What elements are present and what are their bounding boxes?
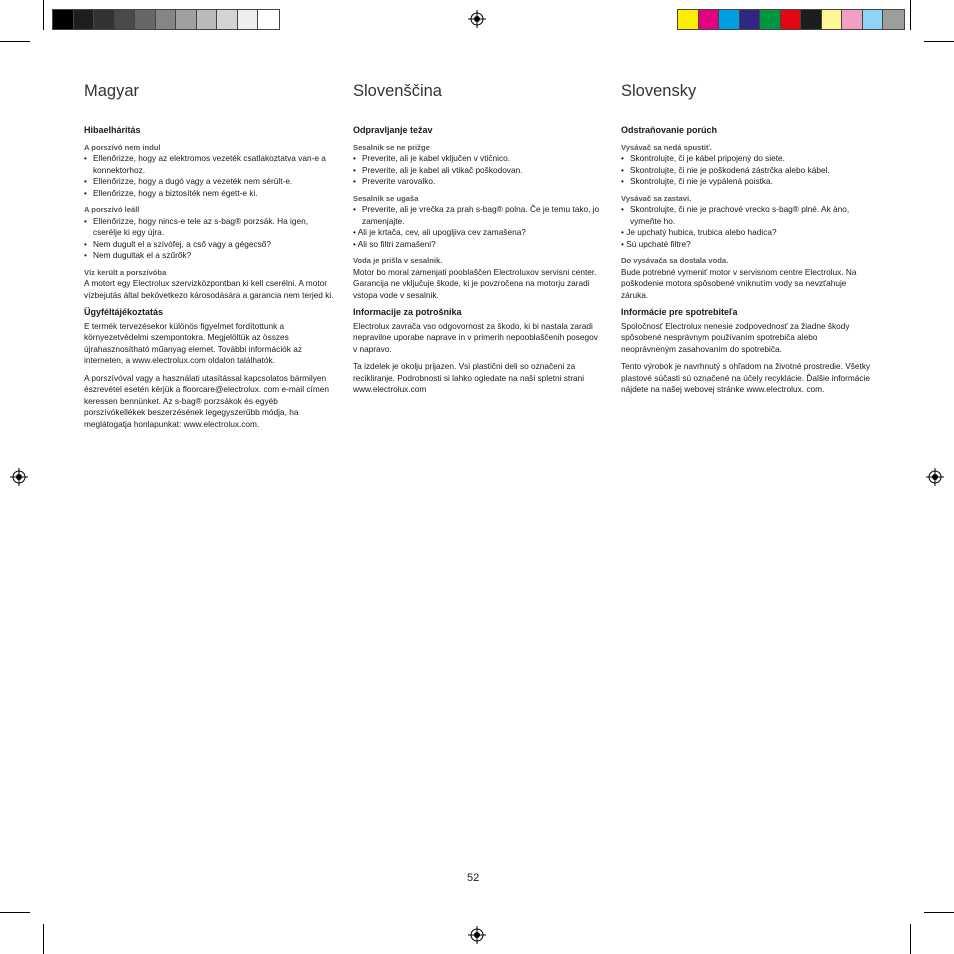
color-swatch xyxy=(74,10,95,29)
sub-title: Sesalnik se ugaša xyxy=(353,193,419,203)
section-title: Hibaelhárítás xyxy=(84,125,141,135)
section-title: Odpravljanje težav xyxy=(353,125,433,135)
list-item: • Preverite varovalko. xyxy=(353,176,603,188)
color-swatch xyxy=(801,10,822,29)
paragraph: Tento výrobok je navrhnutý s ohľadom na životné prostredie. Všetky plastové súčasti sú označené na účely recyklácie. Ďalšie informácie nájdete na našej webovej stránke www.electrolux. com. xyxy=(621,361,871,394)
column-magyar xyxy=(84,80,334,436)
list-item: • Preverite, ali je vrečka za prah s-bag® polna. Če je temu tako, jo zamenjajte. xyxy=(353,204,603,227)
paragraph: Ta izdelek je okolju prijazen. Vsi plastični deli so označeni za recikliranje. Podrobnosti si lahko ogledate na naši spletni strani www.electrolux.com xyxy=(353,361,585,394)
list-item: • Preverite, ali je kabel ali vtikač poškodovan. xyxy=(353,165,603,177)
bullet-list xyxy=(353,227,603,250)
sub-title: A porszívó leáll xyxy=(84,205,140,214)
bullet-list xyxy=(84,153,334,199)
color-swatch xyxy=(258,10,279,29)
sub-title: Vysávač sa nedá spustiť. xyxy=(621,142,712,152)
section-title: Informacije za potrošnika xyxy=(353,307,462,317)
registration-mark-icon xyxy=(468,926,486,944)
sub-title: Voda je prišla v sesalnik. xyxy=(353,256,443,265)
sub-title: Sesalnik se ne prižge xyxy=(353,142,430,152)
troubleshoot-block xyxy=(353,193,603,251)
section-title: Odstraňovanie porúch xyxy=(621,125,718,135)
bullet-list xyxy=(84,216,334,262)
color-swatch xyxy=(197,10,218,29)
color-swatch xyxy=(156,10,177,29)
color-swatch xyxy=(883,10,904,29)
list-item: • Skontrolujte, či nie je prachové vrecko s-bag® plné. Ak áno, vymeňte ho. xyxy=(621,204,871,227)
list-item: • Skontrolujte, či nie je poškodená zástrčka alebo kábel. xyxy=(621,165,871,177)
color-swatch xyxy=(699,10,720,29)
troubleshoot-block xyxy=(621,255,871,301)
color-swatch xyxy=(176,10,197,29)
color-swatch xyxy=(760,10,781,29)
paragraph: Spoločnosť Electrolux nenesie zodpovednosť za žiadne škody spôsobené nesprávnym používaním spotrebiča alebo neoprávneným zasahovaním do spotrebiča. xyxy=(621,320,850,354)
registration-mark-icon xyxy=(468,10,486,28)
crop-mark xyxy=(924,41,954,42)
list-item: • Ali je krtača, cev, ali upogljiva cev zamašena? xyxy=(353,227,526,237)
list-item: • Preverite, ali je kabel vključen v vtičnico. xyxy=(353,153,603,165)
paragraph: Bude potrebné vymeniť motor v servisnom centre Electrolux. Na poškodenie motora spôsobené vniknutím vody sa nevzťahuje záruka. xyxy=(621,266,857,300)
sub-title: A porszívó nem indul xyxy=(84,142,161,152)
crop-mark xyxy=(43,0,44,30)
paragraph: Electrolux zavrača vso odgovornost za škodo, ki bi nastala zaradi nepravilne uporabe naprave in v primerih nepooblaščenih posegov v napravo. xyxy=(353,320,598,354)
bullet-list xyxy=(621,227,871,250)
crop-mark xyxy=(43,924,44,954)
crop-mark xyxy=(0,41,30,42)
troubleshoot-block xyxy=(353,142,603,188)
sub-title: Vysávač sa zastaví. xyxy=(621,193,692,203)
list-item: • Nem dugultak el a szűrők? xyxy=(84,250,334,262)
section-title: Informácie pre spotrebiteľa xyxy=(621,307,738,317)
list-item: • Skontrolujte, či je kábel pripojený do siete. xyxy=(621,153,871,165)
list-item: • Ellenőrizze, hogy a dugó vagy a vezeték nem sérült-e. xyxy=(84,176,334,188)
language-title: Slovensky xyxy=(621,82,697,100)
color-swatch xyxy=(115,10,136,29)
troubleshoot-block xyxy=(353,255,603,301)
color-swatch xyxy=(217,10,238,29)
list-item: • Ellenőrizze, hogy az elektromos vezeték csatlakoztatva van-e a konnektorhoz. xyxy=(84,153,334,176)
bullet-list xyxy=(353,204,603,227)
registration-mark-icon xyxy=(10,468,28,486)
list-item: • Sú upchaté filtre? xyxy=(621,238,691,249)
list-item: • Je upchatý hubica, trubica alebo hadica? xyxy=(621,227,777,237)
color-swatch xyxy=(842,10,863,29)
bullet-list xyxy=(621,204,871,227)
list-item: • Nem dugult el a szívófej, a cső vagy a gégecső? xyxy=(84,239,334,251)
list-item: • Skontrolujte, či nie je vypálená poistka. xyxy=(621,176,871,188)
troubleshoot-block xyxy=(621,193,871,251)
color-swatch xyxy=(53,10,74,29)
troubleshoot-block xyxy=(621,142,871,188)
troubleshoot-block xyxy=(84,267,334,302)
list-item: • Ellenőrizze, hogy nincs-e tele az s-bag® porzsák. Ha igen, cserélje ki egy újra. xyxy=(84,216,334,239)
paragraph: A motort egy Electrolux szervizközpontban ki kell cserélni. A motor vízbejutás által bekövetkezo károsodására a garancia nem terjed ki. xyxy=(84,278,334,300)
color-swatch xyxy=(238,10,259,29)
column-slovenscina xyxy=(353,80,603,402)
color-swatch xyxy=(135,10,156,29)
section-title: Ügyféltájékoztatás xyxy=(84,307,164,317)
color-swatch xyxy=(781,10,802,29)
crop-mark xyxy=(910,924,911,954)
column-slovensky xyxy=(621,80,871,402)
troubleshoot-block xyxy=(84,204,334,262)
color-swatch xyxy=(719,10,740,29)
registration-mark-icon xyxy=(926,468,944,486)
troubleshoot-block xyxy=(84,142,334,200)
crop-mark xyxy=(910,0,911,30)
color-swatch xyxy=(94,10,115,29)
bullet-list xyxy=(621,153,871,188)
crop-mark xyxy=(0,912,30,913)
sub-title: Víz került a porszívóba xyxy=(84,267,167,277)
color-swatch xyxy=(740,10,761,29)
list-item: • Ellenőrizze, hogy a biztosíték nem égett-e ki. xyxy=(84,188,334,200)
language-title: Magyar xyxy=(84,82,140,100)
paragraph: A porszívóval vagy a használati utasítással kapcsolatos bármilyen észrevétel esetén kérjük a floorcare@electrolux. com e-mail címen keressen bennünket. Az s-bag® porzsákok és egyéb porszívókellékek beszerzésének legegyszerűbb módja, ha meglátogatja honlapunkat: www.electrolux.com. xyxy=(84,372,329,429)
color-swatch xyxy=(863,10,884,29)
bullet-list xyxy=(353,153,603,188)
color-swatch-strip xyxy=(677,9,905,30)
color-swatch xyxy=(822,10,843,29)
list-item: • Ali so filtri zamašeni? xyxy=(353,238,436,249)
sub-title: Do vysávača sa dostala voda. xyxy=(621,256,729,265)
color-swatch xyxy=(678,10,699,29)
paragraph: E termék tervezésekor különös figyelmet fordítottunk a környezetvédelmi szempontokra. Megjelöltük az összes újrahasznosítható műanyag elemet. További információk az interneten, a www.electrolux.com oldalon találhatók. xyxy=(84,320,302,365)
language-title: Slovenščina xyxy=(353,82,442,100)
grayscale-swatch-strip xyxy=(52,9,280,30)
paragraph: Motor bo moral zamenjati pooblaščen Electroluxov servisni center. Garancija ne vključuje škode, ki je povzročena na motorju zaradi vstopa vode v sesalnik. xyxy=(353,266,597,300)
page-number: 52 xyxy=(467,872,480,884)
crop-mark xyxy=(924,912,954,913)
